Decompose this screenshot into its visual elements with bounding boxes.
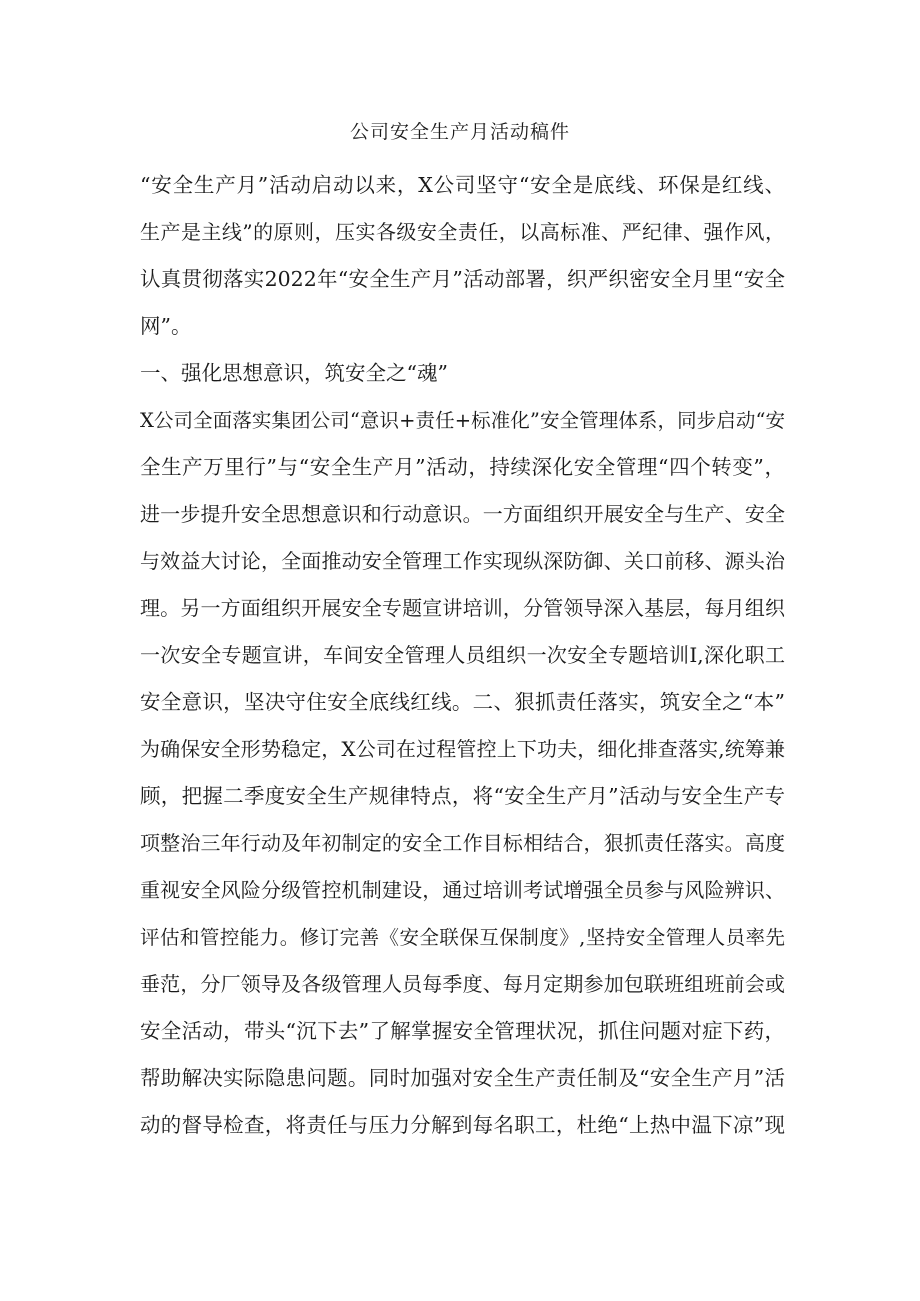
body-line: 一次安全专题宣讲，车间安全管理人员组织一次安全专题培训I,深化职工 [140, 643, 785, 667]
body-line: 进一步提升安全思想意识和行动意识。一方面组织开展安全与生产、安全 [140, 502, 785, 526]
body-line: X公司全面落实集团公司“意识+责任+标准化”安全管理体系，同步启动“安 [140, 409, 785, 432]
body-line: “安全生产月”活动启动以来，X公司坚守“安全是底线、环保是红线、 [140, 173, 785, 197]
body-line: 生产是主线”的原则，压实各级安全责任，以高标准、严纪律、强作风， [140, 220, 785, 244]
body-line: 为确保安全形势稳定，X公司在过程管控上下功夫，细化排查落实,统筹兼 [140, 737, 785, 761]
body-line: 垂范，分厂领导及各级管理人员每季度、每月定期参加包联班组班前会或 [140, 972, 785, 996]
body-line: 安全活动，带头“沉下去”了解掌握安全管理状况，抓住问题对症下药， [140, 1019, 785, 1043]
document-title: 公司安全生产月活动稿件 [349, 121, 570, 143]
body-line: 与效益大讨论，全面推动安全管理工作实现纵深防御、关口前移、源头治 [140, 549, 785, 573]
document-body [140, 162, 785, 1149]
body-line: 理。另一方面组织开展安全专题宣讲培训，分管领导深入基层，每月组织 [140, 596, 785, 620]
body-line: 重视安全风险分级管控机制建设，通过培训考试增强全员参与风险辨识、 [140, 878, 785, 902]
body-line: 全生产万里行”与“安全生产月”活动，持续深化安全管理“四个转变”， [140, 455, 785, 479]
body-line: 安全意识，坚决守住安全底线红线。二、狠抓责任落实，筑安全之“本” [140, 690, 785, 714]
body-line: 帮助解决实际隐患问题。同时加强对安全生产责任制及“安全生产月”活 [140, 1066, 785, 1090]
body-line: 认真贯彻落实2022年“安全生产月”活动部署，织严织密安全月里“安全 [140, 267, 785, 291]
body-line: 动的督导检查，将责任与压力分解到每名职工，杜绝“上热中温下凉”现 [140, 1113, 785, 1137]
body-line: 评估和管控能力。修订完善《安全联保互保制度》,坚持安全管理人员率先 [140, 926, 785, 949]
section-heading: 一、强化思想意识，筑安全之“魂” [140, 361, 448, 385]
body-line: 项整治三年行动及年初制定的安全工作目标相结合，狠抓责任落实。高度 [140, 831, 785, 855]
body-line: 网”。 [140, 314, 192, 338]
body-line: 顾，把握二季度安全生产规律特点，将“安全生产月”活动与安全生产专 [140, 784, 785, 808]
